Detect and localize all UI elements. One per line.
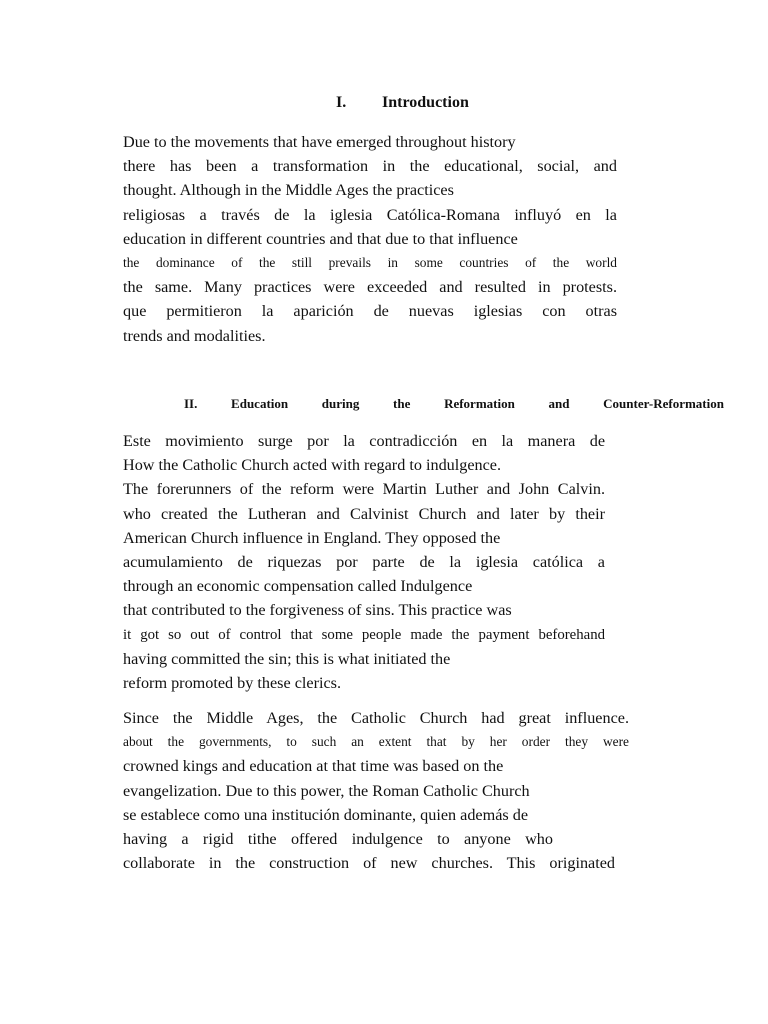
section-2-paragraph-1 bbox=[123, 429, 605, 695]
heading-word: Reformation bbox=[444, 396, 515, 411]
text-line: Este movimiento surge por la contradicción en la manera de bbox=[123, 432, 605, 450]
section-2-paragraph-2 bbox=[123, 706, 629, 875]
text-line: through an economic compensation called Indulgence bbox=[123, 577, 473, 596]
heading-word: Counter-Reformation bbox=[603, 396, 724, 411]
section-1-number: I. bbox=[336, 94, 347, 111]
text-line: crowned kings and education at that time was based on the bbox=[123, 757, 504, 776]
text-line: Due to the movements that have emerged throughout history bbox=[123, 133, 516, 151]
heading-word: the bbox=[393, 396, 411, 411]
text-line: acumulamiento de riquezas por parte de la iglesia católica a bbox=[123, 552, 605, 571]
text-line: education in different countries and that due to that influence bbox=[123, 229, 518, 248]
heading-word: during bbox=[321, 396, 360, 411]
text-line: about the governments, to such an extent that by her order they were bbox=[123, 734, 629, 750]
section-1-title: Introduction bbox=[382, 94, 469, 111]
text-line: thought. Although in the Middle Ages the practices bbox=[123, 181, 454, 200]
text-line: se establece como una institución dominante, quien además de bbox=[123, 805, 529, 824]
text-line: the same. Many practices were exceeded and resulted in protests. bbox=[123, 278, 617, 297]
text-line: Since the Middle Ages, the Catholic Church had great influence. bbox=[123, 709, 629, 727]
section-1-paragraph bbox=[123, 130, 617, 348]
text-line: que permitieron la aparición de nuevas iglesias con otras bbox=[123, 302, 617, 321]
heading-word: Education bbox=[231, 396, 289, 411]
text-line: evangelization. Due to this power, the Roman Catholic Church bbox=[123, 781, 530, 800]
text-line: collaborate in the construction of new churches. This originated bbox=[123, 854, 615, 873]
text-line: reform promoted by these clerics. bbox=[123, 673, 342, 692]
text-line: having committed the sin; this is what initiated the bbox=[123, 649, 451, 668]
heading-word: II. bbox=[184, 396, 198, 411]
text-line: American Church influence in England. They opposed the bbox=[123, 528, 501, 547]
text-line: having a rigid tithe offered indulgence to anyone who bbox=[123, 829, 553, 848]
text-line: that contributed to the forgiveness of sins. This practice was bbox=[123, 601, 512, 620]
text-line: who created the Lutheran and Calvinist Church and later by their bbox=[123, 504, 605, 523]
heading-word: and bbox=[548, 396, 570, 411]
section-2-heading bbox=[184, 395, 724, 413]
text-line: the dominance of the still prevails in some countries of the world bbox=[123, 254, 617, 270]
text-line: it got so out of control that some people made the payment beforehand bbox=[123, 626, 605, 643]
text-line: The forerunners of the reform were Martin Luther and John Calvin. bbox=[123, 480, 605, 499]
section-1-heading bbox=[336, 94, 469, 112]
text-line: trends and modalities. bbox=[123, 326, 266, 345]
text-line: there has been a transformation in the educational, social, and bbox=[123, 157, 617, 176]
text-line: religiosas a través de la iglesia Católica-Romana influyó en la bbox=[123, 205, 617, 224]
text-line: How the Catholic Church acted with regard to indulgence. bbox=[123, 456, 502, 475]
